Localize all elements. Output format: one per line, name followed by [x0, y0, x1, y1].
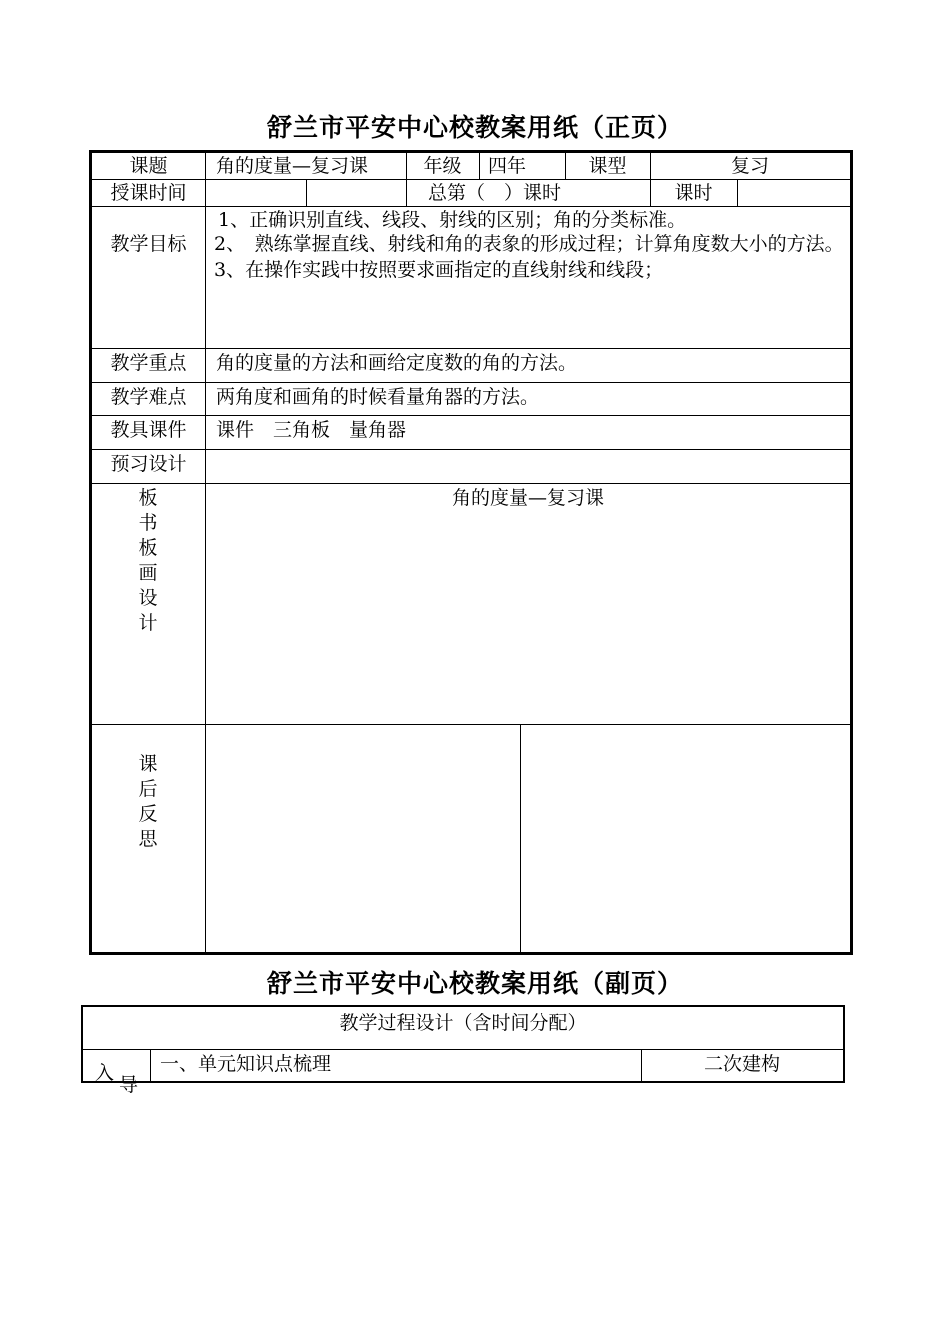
preview-label: 预习设计 — [110, 453, 187, 475]
board-label-char: 书 — [138, 512, 158, 534]
hours-label: 课时 — [674, 182, 713, 204]
objectives-label: 教学目标 — [110, 233, 187, 255]
page-title-front: 舒兰市平安中心校教案用纸（正页） — [266, 113, 683, 142]
difficulty-value: 两角度和画角的时候看量角器的方法。 — [216, 386, 540, 408]
total-lessons-label: 总第（ ）课时 — [428, 182, 562, 204]
topic-label: 课题 — [129, 155, 168, 177]
objective-line-1: 1、正确识别直线、线段、射线的区别；角的分类标准。 — [218, 209, 687, 231]
reflection-label-char: 后 — [138, 778, 158, 800]
grade-label: 年级 — [423, 155, 462, 177]
reflection-label-char: 反 — [138, 803, 158, 825]
col-divider — [737, 179, 738, 206]
board-label-char: 设 — [138, 587, 158, 609]
board-label-char: 画 — [138, 562, 158, 584]
board-design-label — [133, 486, 163, 636]
col-divider — [520, 724, 521, 952]
col-divider — [150, 1049, 151, 1081]
grade-value: 四年 — [488, 155, 527, 177]
col-divider — [306, 179, 307, 206]
process-header: 教学过程设计（含时间分配） — [339, 1012, 587, 1034]
section-knowledge-review: 一、单元知识点梳理 — [160, 1053, 332, 1075]
key-point-label: 教学重点 — [110, 352, 187, 374]
row-divider — [83, 1049, 843, 1050]
objective-line-2: 2、 熟练掌握直线、射线和角的表象的形成过程；计算角度数大小的方法。 3、在操作实践中按照要求画指定的直线射线和线段； — [214, 233, 854, 281]
type-label: 课型 — [588, 155, 627, 177]
page-title-back: 舒兰市平安中心校教案用纸（副页） — [266, 969, 683, 998]
tools-value: 课件 三角板 量角器 — [216, 419, 407, 441]
second-build-label: 二次建构 — [703, 1053, 780, 1075]
board-label-char: 板 — [138, 487, 158, 509]
difficulty-label: 教学难点 — [110, 386, 187, 408]
time-label: 授课时间 — [110, 182, 187, 204]
tools-label: 教具课件 — [110, 419, 187, 441]
type-value: 复习 — [730, 155, 769, 177]
intro-char-1: 入 — [95, 1062, 115, 1084]
reflection-label-char: 思 — [138, 828, 158, 850]
board-label-char: 板 — [138, 537, 158, 559]
col-divider — [205, 153, 206, 952]
reflection-label-char: 课 — [138, 753, 158, 775]
intro-char-2: 导 — [119, 1074, 139, 1096]
board-label-char: 计 — [138, 612, 158, 634]
board-heading: 角的度量—复习课 — [451, 487, 604, 509]
topic-value: 角的度量—复习课 — [216, 155, 369, 177]
key-point-value: 角的度量的方法和画给定度数的角的方法。 — [216, 352, 578, 374]
reflection-label — [133, 752, 163, 852]
col-divider — [479, 153, 480, 179]
